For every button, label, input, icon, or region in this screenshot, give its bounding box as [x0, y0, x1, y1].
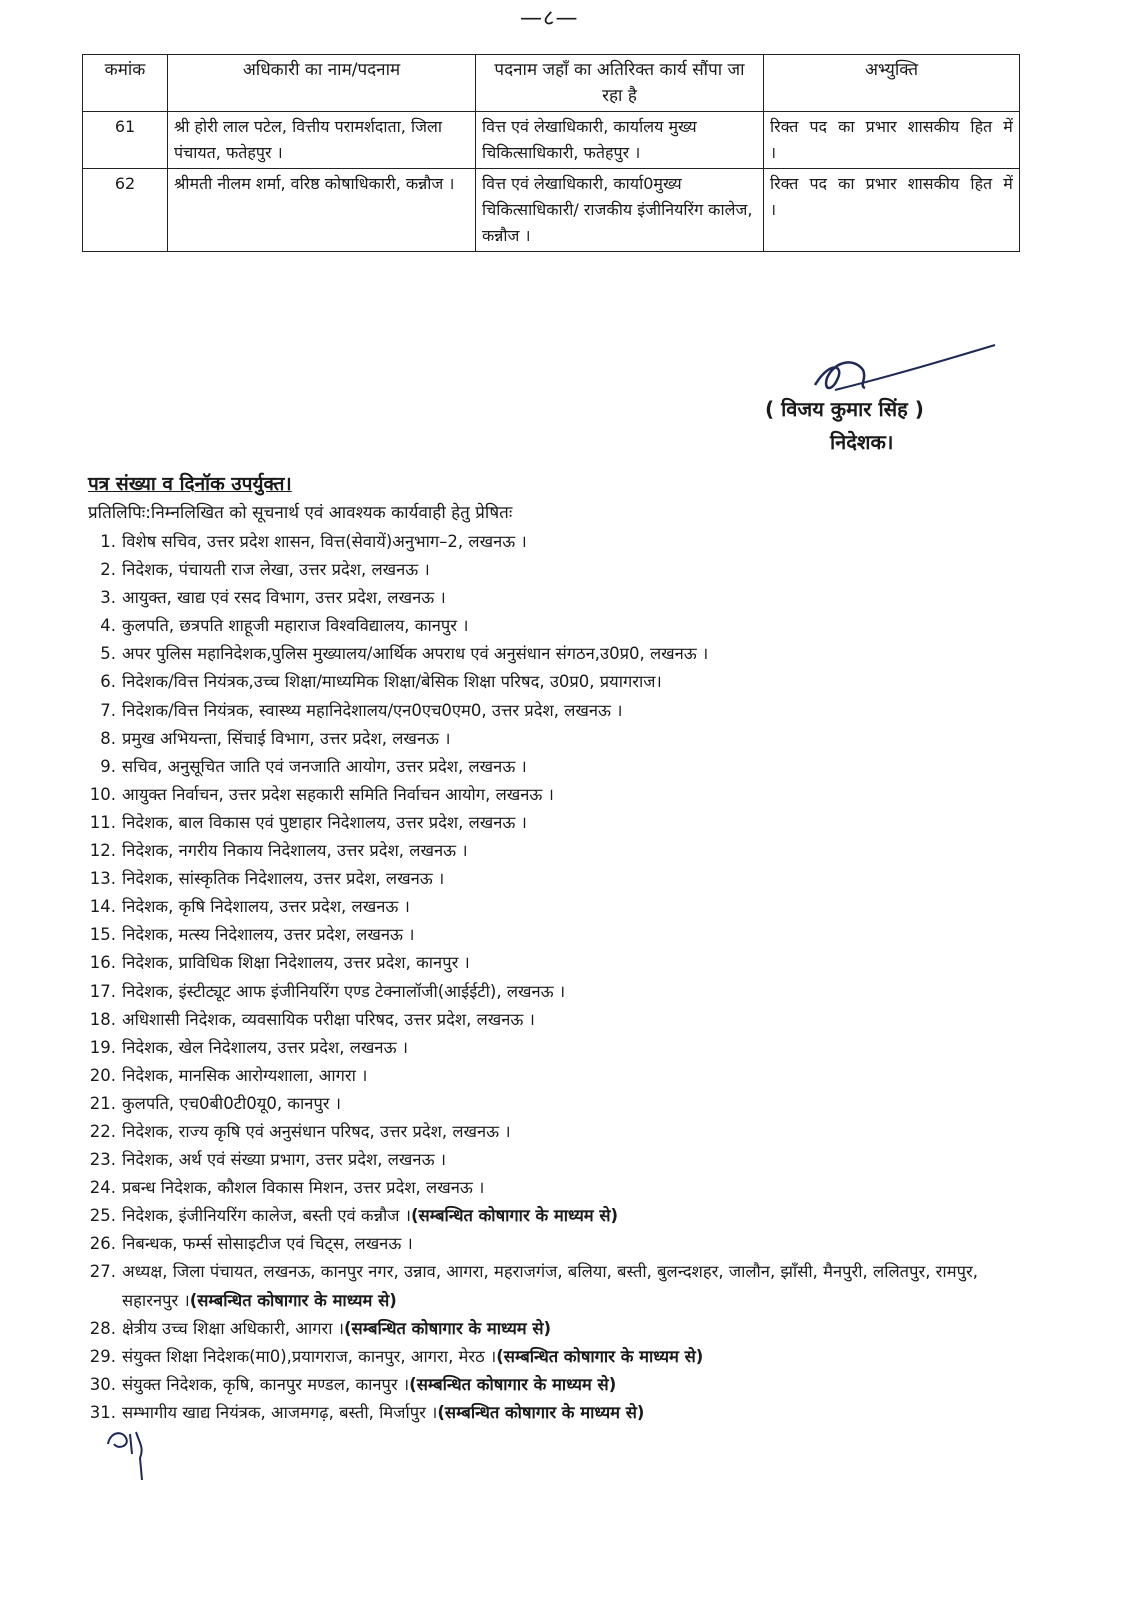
list-item	[88, 1146, 1038, 1174]
list-item	[88, 865, 1038, 893]
initials-mark	[100, 1424, 150, 1484]
list-item-number: 10.	[89, 784, 116, 804]
list-item-text: अधिशासी निदेशक, व्यवसायिक परीक्षा परिषद, उत्तर प्रदेश, लखनऊ ।	[122, 1009, 535, 1029]
list-item	[88, 809, 1038, 837]
list-item-via-note: (सम्बन्धित कोषागार के माध्यम से)	[411, 1206, 619, 1226]
row-serial: 62	[83, 169, 168, 252]
list-item-text: निदेशक, सांस्कृतिक निदेशालय, उत्तर प्रदेश, लखनऊ ।	[122, 869, 445, 889]
list-item-text: निदेशक, मत्स्य निदेशालय, उत्तर प्रदेश, लखनऊ ।	[122, 925, 415, 945]
list-item-text: निबन्धक, फर्म्स सोसाइटीज एवं चिट्स, लखनऊ ।	[122, 1234, 413, 1254]
list-item	[88, 949, 1038, 977]
list-item	[88, 668, 1038, 696]
list-item-number: 24.	[89, 1178, 116, 1198]
list-item	[88, 1343, 1038, 1371]
list-item-number: 9.	[100, 756, 116, 776]
header-assigned-post: पदनाम जहाँ का अतिरिक्त कार्य सौंपा जा रहा है	[476, 55, 764, 112]
list-item	[88, 1034, 1038, 1062]
list-item-number: 19.	[89, 1037, 116, 1057]
list-item-number: 14.	[89, 897, 116, 917]
list-item-number: 20.	[89, 1065, 116, 1085]
table-row	[83, 112, 1020, 169]
list-item-number: 17.	[89, 981, 116, 1001]
copy-intro: प्रतिलिपिः:निम्नलिखित को सूचनार्थ एवं आवश्यक कार्यवाही हेतु प्रेषितः	[88, 503, 513, 523]
list-item	[88, 781, 1038, 809]
list-item-number: 8.	[100, 728, 116, 748]
list-item-text: निदेशक, मानसिक आरोग्यशाला, आगरा ।	[122, 1065, 368, 1085]
list-item-number: 30.	[89, 1374, 116, 1394]
list-item-text: निदेशक, राज्य कृषि एवं अनुसंधान परिषद, उत्तर प्रदेश, लखनऊ ।	[122, 1121, 511, 1141]
list-item-text: सम्भागीय खाद्य नियंत्रक, आजमगढ़, बस्ती, मिर्जापुर ।	[122, 1402, 438, 1422]
list-item	[88, 1371, 1038, 1399]
list-item-text: निदेशक/वित्त नियंत्रक, स्वास्थ्य महानिदेशालय/एन0एच0एम0, उत्तर प्रदेश, लखनऊ ।	[122, 700, 623, 720]
list-item-text: कुलपति, छत्रपति शाहूजी महाराज विश्वविद्यालय, कानपुर ।	[122, 616, 469, 636]
row-assigned-post: वित्त एवं लेखाधिकारी, कार्यालय मुख्य चिकित्साधिकारी, फतेहपुर ।	[476, 112, 764, 169]
list-item-number: 29.	[89, 1346, 116, 1366]
list-item-via-note: (सम्बन्धित कोषागार के माध्यम से)	[437, 1402, 645, 1422]
assignment-table	[82, 54, 1020, 252]
list-item-text: अपर पुलिस महानिदेशक,पुलिस मुख्यालय/आर्थिक अपराध एवं अनुसंधान संगठन,उ0प्र0, लखनऊ ।	[122, 644, 709, 664]
list-item	[88, 1174, 1038, 1202]
list-item-number: 12.	[89, 841, 116, 861]
list-item-text: निदेशक, अर्थ एवं संख्या प्रभाग, उत्तर प्रदेश, लखनऊ ।	[122, 1150, 447, 1170]
list-item-number: 16.	[89, 953, 116, 973]
list-item-number: 26.	[89, 1234, 116, 1254]
list-item-number: 7.	[100, 700, 116, 720]
list-item	[88, 1258, 1038, 1314]
list-item-text: निदेशक, प्राविधिक शिक्षा निदेशालय, उत्तर प्रदेश, कानपुर ।	[122, 953, 470, 973]
list-item	[88, 753, 1038, 781]
table-header-row	[83, 55, 1020, 112]
list-item	[88, 1202, 1038, 1230]
list-item-number: 22.	[89, 1121, 116, 1141]
list-item-text: निदेशक, इंस्टीट्यूट आफ इंजीनियरिंग एण्ड टेक्नालॉजी(आईईटी), लखनऊ ।	[122, 981, 566, 1001]
row-remark: रिक्त पद का प्रभार शासकीय हित में ।	[764, 169, 1020, 252]
list-item-text: कुलपति, एच0बी0टी0यू0, कानपुर ।	[122, 1093, 342, 1113]
row-officer: श्रीमती नीलम शर्मा, वरिष्ठ कोषाधिकारी, कन्नौज ।	[168, 169, 476, 252]
list-item-text: प्रबन्ध निदेशक, कौशल विकास मिशन, उत्तर प्रदेश, लखनऊ ।	[122, 1178, 485, 1198]
list-item-text: निदेशक, नगरीय निकाय निदेशालय, उत्तर प्रदेश, लखनऊ ।	[122, 841, 468, 861]
list-item	[88, 556, 1038, 584]
list-item-via-note: (सम्बन्धित कोषागार के माध्यम से)	[189, 1290, 397, 1310]
list-item	[88, 921, 1038, 949]
list-item	[88, 612, 1038, 640]
list-item-number: 1.	[100, 532, 116, 551]
list-item-text: निदेशक, खेल निदेशालय, उत्तर प्रदेश, लखनऊ ।	[122, 1037, 409, 1057]
list-item-number: 6.	[100, 672, 116, 692]
list-item	[88, 837, 1038, 865]
recipient-list	[88, 528, 1038, 1427]
page-number: —८—	[520, 6, 579, 31]
list-item-number: 11.	[89, 812, 116, 832]
list-item-number: 21.	[89, 1093, 116, 1113]
list-item-via-note: (सम्बन्धित कोषागार के माध्यम से)	[496, 1346, 704, 1366]
list-item-text: विशेष सचिव, उत्तर प्रदेश शासन, वित्त(सेवायें)अनुभाग–2, लखनऊ ।	[122, 532, 527, 551]
header-serial: कमांक	[83, 55, 168, 112]
list-item-via-note: (सम्बन्धित कोषागार के माध्यम से)	[409, 1374, 617, 1394]
header-remark: अभ्युक्ति	[764, 55, 1020, 112]
list-item-text: संयुक्त शिक्षा निदेशक(मा0),प्रयागराज, कानपुर, आगरा, मेरठ ।	[122, 1346, 497, 1366]
list-item-number: 13.	[89, 869, 116, 889]
list-item	[88, 640, 1038, 668]
row-serial: 61	[83, 112, 168, 169]
list-item	[88, 1090, 1038, 1118]
list-item	[88, 978, 1038, 1006]
list-item	[88, 1230, 1038, 1258]
list-item	[88, 893, 1038, 921]
list-item-text: प्रमुख अभियन्ता, सिंचाई विभाग, उत्तर प्रदेश, लखनऊ ।	[122, 728, 451, 748]
list-item-text: क्षेत्रीय उच्च शिक्षा अधिकारी, आगरा ।	[122, 1318, 345, 1338]
row-officer: श्री होरी लाल पटेल, वित्तीय परामर्शदाता, जिला पंचायत, फतेहपुर ।	[168, 112, 476, 169]
list-item-text: निदेशक, इंजीनियरिंग कालेज, बस्ती एवं कन्नौज ।	[122, 1206, 412, 1226]
list-item-text: सचिव, अनुसूचित जाति एवं जनजाति आयोग, उत्तर प्रदेश, लखनऊ ।	[122, 756, 527, 776]
list-item-number: 18.	[89, 1009, 116, 1029]
list-item-number: 3.	[100, 588, 116, 608]
list-item-text: आयुक्त, खाद्य एवं रसद विभाग, उत्तर प्रदेश, लखनऊ ।	[122, 588, 446, 608]
list-item-number: 23.	[89, 1150, 116, 1170]
list-item	[88, 725, 1038, 753]
list-item	[88, 1062, 1038, 1090]
list-item-text: संयुक्त निदेशक, कृषि, कानपुर मण्डल, कानपुर ।	[122, 1374, 410, 1394]
list-item	[88, 1118, 1038, 1146]
list-item-via-note: (सम्बन्धित कोषागार के माध्यम से)	[344, 1318, 552, 1338]
list-item-number: 25.	[89, 1206, 116, 1226]
row-remark: रिक्त पद का प्रभार शासकीय हित में ।	[764, 112, 1020, 169]
header-officer: अधिकारी का नाम/पदनाम	[168, 55, 476, 112]
list-item-text: निदेशक, पंचायती राज लेखा, उत्तर प्रदेश, लखनऊ ।	[122, 560, 430, 580]
list-item-text: आयुक्त निर्वाचन, उत्तर प्रदेश सहकारी समिति निर्वाचन आयोग, लखनऊ ।	[122, 784, 554, 804]
list-item-number: 27.	[89, 1262, 116, 1282]
row-assigned-post: वित्त एवं लेखाधिकारी, कार्या0मुख्य चिकित्साधिकारी/ राजकीय इंजीनियरिंग कालेज, कन्नौज ।	[476, 169, 764, 252]
list-item-text: निदेशक/वित्त नियंत्रक,उच्च शिक्षा/माध्यमिक शिक्षा/बेसिक शिक्षा परिषद, उ0प्र0, प्रयागराज।	[122, 672, 662, 692]
list-item-number: 15.	[89, 925, 116, 945]
list-item-number: 31.	[89, 1402, 116, 1422]
list-item	[88, 528, 1038, 556]
reference-line: पत्र संख्या व दिनॉक उपर्युक्त।	[88, 473, 292, 495]
table-row	[83, 169, 1020, 252]
list-item-number: 4.	[100, 616, 116, 636]
list-item-text: अध्यक्ष, जिला पंचायत, लखनऊ, कानपुर नगर, उन्नाव, आगरा, महराजगंज, बलिया, बस्ती, बुलन्दशहर, जालौन, झाँसी, मैनपुरी, ललितपुर, रामपुर, सहारनपुर ।	[122, 1262, 978, 1310]
signatory-name: ( विजय कुमार सिंह )	[765, 397, 924, 421]
list-item	[88, 584, 1038, 612]
list-item-number: 2.	[100, 560, 116, 580]
list-item	[88, 697, 1038, 725]
list-item	[88, 1399, 1038, 1427]
list-item	[88, 1006, 1038, 1034]
list-item-text: निदेशक, कृषि निदेशालय, उत्तर प्रदेश, लखनऊ ।	[122, 897, 410, 917]
list-item-number: 5.	[100, 644, 116, 664]
list-item-text: निदेशक, बाल विकास एवं पुष्टाहार निदेशालय, उत्तर प्रदेश, लखनऊ ।	[122, 812, 527, 832]
signatory-designation: निदेशक।	[830, 430, 894, 454]
list-item	[88, 1315, 1038, 1343]
list-item-number: 28.	[89, 1318, 116, 1338]
